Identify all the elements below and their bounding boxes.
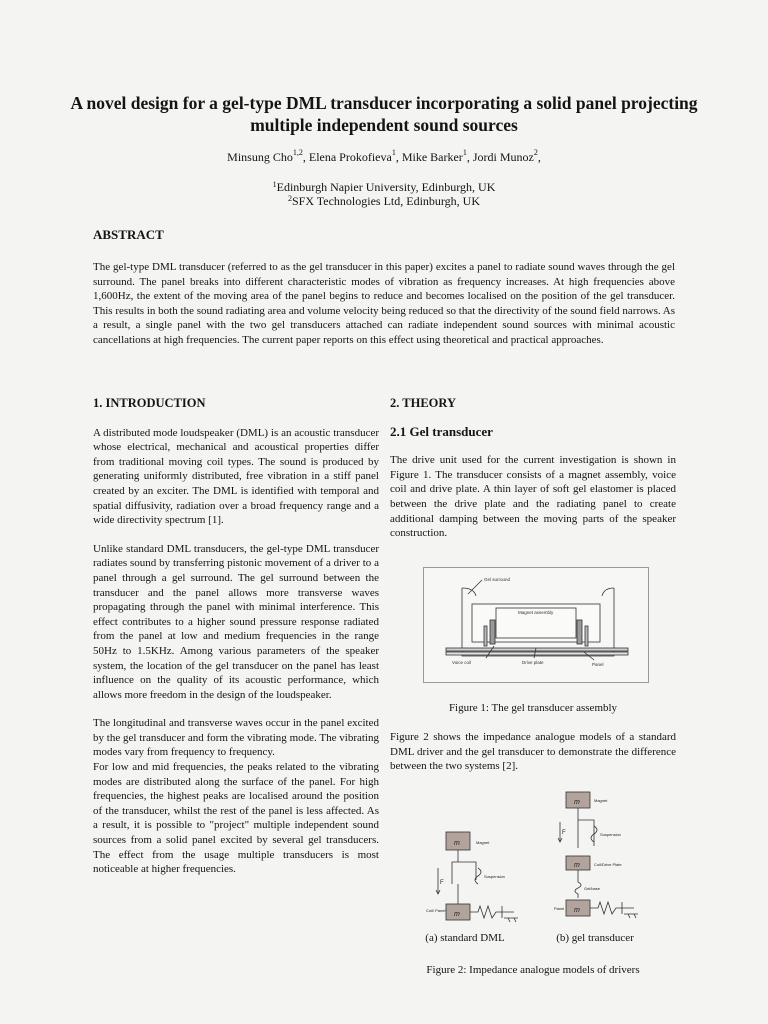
author-separator: , (466, 150, 473, 164)
affiliation-text: SFX Technologies Ltd, Edinburgh, UK (291, 194, 481, 208)
author-list (70, 150, 698, 165)
affiliations (70, 180, 698, 208)
affiliation-line (70, 194, 698, 208)
label-force-b: F (562, 830, 566, 836)
gel-transducer-subheading: 2.1 Gel transducer (390, 423, 493, 439)
label-force-a: F (440, 880, 444, 886)
affiliation-sup: 1 (272, 180, 277, 189)
author-affil-sup: 2 (533, 148, 538, 157)
figure-2-caption: Figure 2: Impedance analogue models of drivers (426, 964, 640, 976)
figure-2-diagram (418, 786, 680, 932)
affiliation-text: Edinburgh Napier University, Edinburgh, UK (276, 180, 496, 194)
figure-2b-subcaption: (b) gel transducer (556, 932, 634, 944)
theory-heading: 2. THEORY (390, 396, 457, 410)
label-voice-coil: Voice coil (452, 660, 472, 665)
gel-transducer-assembly-drawing (424, 568, 648, 682)
intro-paragraph-4: For low and mid frequencies, the peaks related to the vibrating modes are distributed along the surface of the panel. For high frequencies, the highest peaks are localised around the position of the transducer, whilst the rest of the panel is less affected. As a result, it is possible to "project" multiple independent sound sources from a solid panel excited by several gel transducers. The effect from the usage multiple transducers is most noticeable at higher frequencies. (93, 761, 379, 876)
figure-1-caption: Figure 1: The gel transducer assembly (448, 702, 618, 714)
label-coil-panel: Coil/ Panel (426, 908, 446, 913)
author-separator: , (302, 150, 309, 164)
intro-paragraph-3: The longitudinal and transverse waves occur in the panel excited by the gel transducer and form the vibrating mode. The vibrating modes vary from frequency to frequency. (93, 717, 379, 759)
label-magnet-assembly: Magnet assembly (518, 610, 554, 615)
author-name: Mike Barker (401, 150, 463, 164)
right-column (390, 396, 676, 541)
theory-paragraph-1: The drive unit used for the current investigation is shown in Figure 1. The transducer consists of a magnet assembly, voice coil and drive plate. A thin layer of soft gel elastomer is placed between the drive plate and the radiating panel to create additional damping between the moving parts of the speaker construction. (390, 454, 676, 540)
label-panel-b: Panel (554, 906, 565, 911)
affiliation-sup: 2 (287, 194, 292, 203)
label-magnet-a: Magnet (476, 840, 490, 845)
label-suspension-a: Suspension (484, 874, 505, 879)
mass-label-a1: m (454, 840, 460, 847)
label-panel: Panel (592, 662, 604, 667)
abstract-text: The gel-type DML transducer (referred to as the gel transducer in this paper) excites a panel to radiate sound waves through the gel surround. The panel breaks into different characteristic modes of vibration as frequency increases. At high frequencies above 1,600Hz, the extent of the moving area of the panel begins to reduce and becomes localised on the position of the gel transducer. This results in both the sound radiating area and volume velocity being reduced so that the directivity of the sound field narrows. As a result, a single panel with the two gel transducers attached can radiate independent sound sources with minimal acoustic cancellations at high frequencies. The current paper reports on this effect using theoretical and practical approaches. (93, 261, 675, 346)
author-name: Elena Prokofieva (308, 150, 392, 164)
author-affil-sup: 1,2 (292, 148, 303, 157)
mass-label-b1: m (574, 799, 580, 806)
impedance-analogue-models-drawing (418, 786, 680, 932)
figure-2a-subcaption: (a) standard DML (425, 932, 505, 944)
figure-1-diagram (423, 567, 649, 683)
label-magnet-b: Magnet (594, 798, 608, 803)
introduction-heading: 1. INTRODUCTION (93, 396, 206, 410)
theory-paragraph-2: Figure 2 shows the impedance analogue models of a standard DML driver and the gel transducer to demonstrate the difference between the two systems [2]. (390, 731, 676, 773)
intro-paragraph-2: Unlike standard DML transducers, the gel-type DML transducer radiates sound by transferring pistonic movement of a driver to a panel through a gel surround. The gel surround between the transducer and the panel allows more transverse waves propagating through the panel with minimal interference. This effect contributes to a higher sound pressure response radiated from the panel at low and medium frequencies in the range 50Hz to 1.5KHz. Among various parameters of the speaker system, the location of the gel transducer on the panel has least influence on the quality of its acoustic performance, which allows more freedom in the design of the loudspeaker. (93, 542, 379, 701)
abstract-heading: ABSTRACT (93, 227, 164, 242)
label-suspension-b: Suspension (600, 832, 621, 837)
paper-title: A novel design for a gel-type DML transducer incorporating a solid panel projecting multiple independent sound sources (70, 93, 698, 135)
label-drive-plate: Drive plate (522, 660, 544, 665)
label-gel-surround: Gel surround (484, 577, 511, 582)
left-column (93, 396, 379, 877)
author-affil-sup: 1 (462, 148, 467, 157)
author-separator: , (537, 150, 541, 164)
affiliation-line (70, 180, 698, 194)
mass-label-a2: m (454, 911, 460, 918)
author-separator: , (395, 150, 402, 164)
label-coil-drive: Coil/Drive Plate (594, 862, 622, 867)
intro-paragraph-1: A distributed mode loudspeaker (DML) is an acoustic transducer whose electrical, mechanical and acoustical properties differ from traditional moving coil types. The sound is produced by generating uniformly distributed, free vibration in a stiff panel created by an exciter. The DML is identified with temporal and spatial diffusivity, radiation over a broad frequency range and a wide directivity spectrum [1]. (93, 426, 379, 527)
mass-label-b2: m (574, 862, 580, 869)
author-name: Minsung Cho (227, 150, 293, 164)
author-name: Jordi Munoz (472, 150, 534, 164)
mass-label-b3: m (574, 907, 580, 914)
label-gel-base: Gel/base (584, 886, 601, 891)
author-affil-sup: 1 (391, 148, 396, 157)
